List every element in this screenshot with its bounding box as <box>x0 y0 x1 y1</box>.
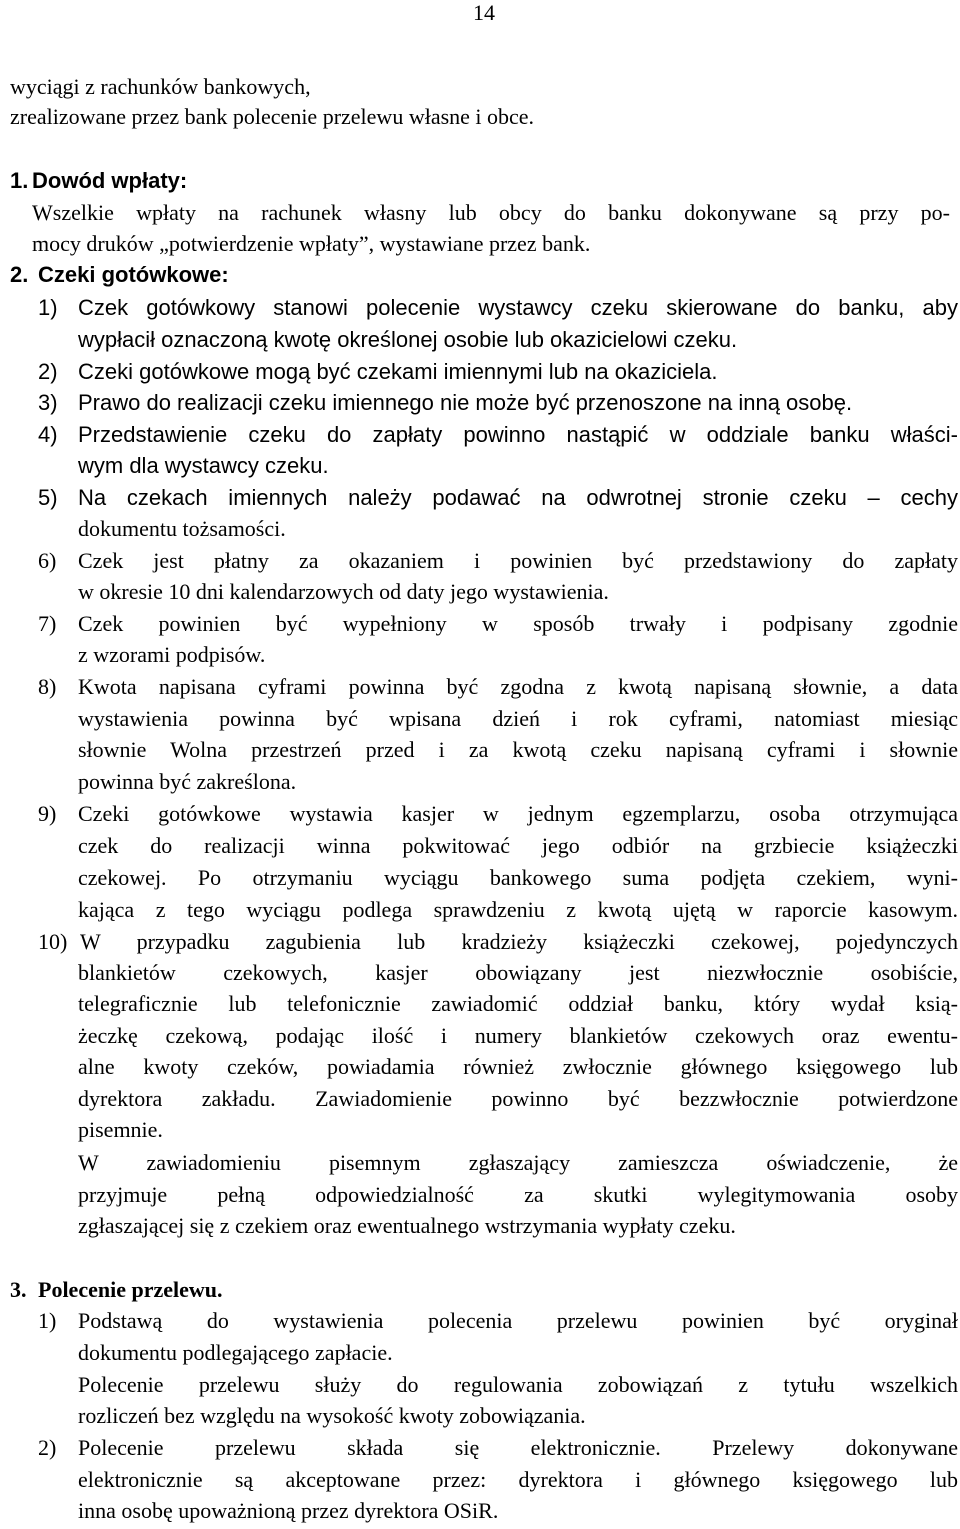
item-line: z wzorami podpisów. <box>78 642 266 667</box>
item-line: wystawienia powinna być wpisana dzień i rok cyframi, natomiast miesiąc <box>78 706 958 731</box>
section-1-line-1: Wszelkie wpłaty na rachunek własny lub obcy do banku dokonywane są przy po- <box>32 200 950 225</box>
item-line: Prawo do realizacji czeku imiennego nie może być przenoszone na inną osobę. <box>78 390 853 415</box>
paragraph-line: rozliczeń bez względu na wysokość kwoty zobowiązania. <box>78 1403 586 1428</box>
item-line: Czeki gotówkowe mogą być czekami imiennymi lub na okaziciela. <box>78 359 718 384</box>
item-line: wypłacił oznaczoną kwotę określonej osobie lub okazicielowi czeku. <box>78 327 738 352</box>
item-line: Czek jest płatny za okazaniem i powinien być przedstawiony do zapłaty <box>78 548 958 573</box>
paragraph-line: W zawiadomieniu pisemnym zgłaszający zamieszcza oświadczenie, że <box>78 1150 958 1175</box>
item-line: inna osobę upoważnioną przez dyrektora OSiR. <box>78 1498 499 1523</box>
item-line: Polecenie przelewu składa się elektronicznie. Przelewy dokonywane <box>78 1435 958 1460</box>
item-line: telegraficznie lub telefonicznie zawiadomić oddział banku, który wydał ksią- <box>78 991 958 1016</box>
item-line: Podstawą do wystawienia polecenia przelewu powinien być oryginał <box>78 1308 958 1333</box>
item-line: elektronicznie są akceptowane przez: dyrektora i głównego księgowego lub <box>78 1467 958 1492</box>
intro-line-1: wyciągi z rachunków bankowych, <box>10 74 311 99</box>
item-number: 9) <box>38 801 57 826</box>
item-line: blankietów czekowych, kasjer obowiązany jest niezwłocznie osobiście, <box>78 960 958 985</box>
item-number: 6) <box>38 548 57 573</box>
section-2-title: Czeki gotówkowe: <box>38 262 229 287</box>
intro-line-2: zrealizowane przez bank polecenie przelewu własne i obce. <box>10 104 535 129</box>
item-line: kająca z tego wyciągu podlega sprawdzeniu z kwotą ujętą w raporcie kasowym. <box>78 897 958 922</box>
item-line: słownie Wolna przestrzeń przed i za kwotą czeku napisaną cyframi i słownie <box>78 737 958 762</box>
item-line: alne kwoty czeków, powiadamia również zwłocznie głównego księgowego lub <box>78 1054 958 1079</box>
item-line: powinna być zakreślona. <box>78 769 297 794</box>
item-line: Czek powinien być wypełniony w sposób trwały i podpisany zgodnie <box>78 611 958 636</box>
paragraph-line: przyjmuje pełną odpowiedzialność za skutki wylegitymowania osoby <box>78 1182 958 1207</box>
item-number: 3) <box>38 390 58 415</box>
item-number: 8) <box>38 674 57 699</box>
paragraph-line: Polecenie przelewu służy do regulowania zobowiązań z tytułu wszelkich <box>78 1372 958 1397</box>
item-line: Czeki gotówkowe wystawia kasjer w jednym egzemplarzu, osoba otrzymująca <box>78 801 958 826</box>
item-line: żeczkę czekową, podając ilość i numery blankietów czekowych oraz ewentu- <box>78 1023 958 1048</box>
paragraph-line: zgłaszającej się z czekiem oraz ewentualnego wstrzymania wypłaty czeku. <box>78 1213 736 1238</box>
item-line: pisemnie. <box>78 1117 163 1142</box>
item-line: dyrektora zakładu. Zawiadomienie powinno być bezzwłocznie potwierdzone <box>78 1086 958 1111</box>
item-line: wym dla wystawcy czeku. <box>78 453 329 478</box>
item-number: 2) <box>38 359 58 384</box>
section-2-number: 2. <box>10 262 29 287</box>
item-line: czekowej. Po otrzymaniu wyciągu bankowego suma podjęta czekiem, wyni- <box>78 865 958 890</box>
section-1-line-2: mocy druków „potwierdzenie wpłaty”, wystawiane przez bank. <box>32 231 591 256</box>
item-line: Na czekach imiennych należy podawać na odwrotnej stronie czeku – cechy <box>78 485 958 510</box>
section-3-title: Polecenie przelewu. <box>38 1277 223 1302</box>
item-number: 10) <box>38 929 68 954</box>
item-line: Kwota napisana cyframi powinna być zgodna z kwotą napisaną słownie, a data <box>78 674 958 699</box>
section-3-number: 3. <box>10 1277 27 1302</box>
item-line: Przedstawienie czeku do zapłaty powinno nastąpić w oddziale banku właści- <box>78 422 958 447</box>
item-line: czek do realizacji winna pokwitować jego odbiór na grzbiecie książeczki <box>78 833 958 858</box>
page-number: 14 <box>473 0 495 25</box>
item-number: 4) <box>38 422 58 447</box>
item-number: 2) <box>38 1435 57 1460</box>
section-1-title: Dowód wpłaty: <box>32 168 188 193</box>
item-line: dokumentu tożsamości. <box>78 516 286 541</box>
item-line: W przypadku zagubienia lub kradzieży książeczki czekowej, pojedynczych <box>80 929 958 954</box>
item-number: 1) <box>38 295 58 320</box>
item-number: 7) <box>38 611 57 636</box>
item-number: 1) <box>38 1308 57 1333</box>
item-line: w okresie 10 dni kalendarzowych od daty jego wystawienia. <box>78 579 609 604</box>
item-number: 5) <box>38 485 58 510</box>
section-1-number: 1. <box>10 168 29 193</box>
item-line: dokumentu podlegającego zapłacie. <box>78 1340 393 1365</box>
item-line: Czek gotówkowy stanowi polecenie wystawcy czeku skierowane do banku, aby <box>78 295 958 320</box>
